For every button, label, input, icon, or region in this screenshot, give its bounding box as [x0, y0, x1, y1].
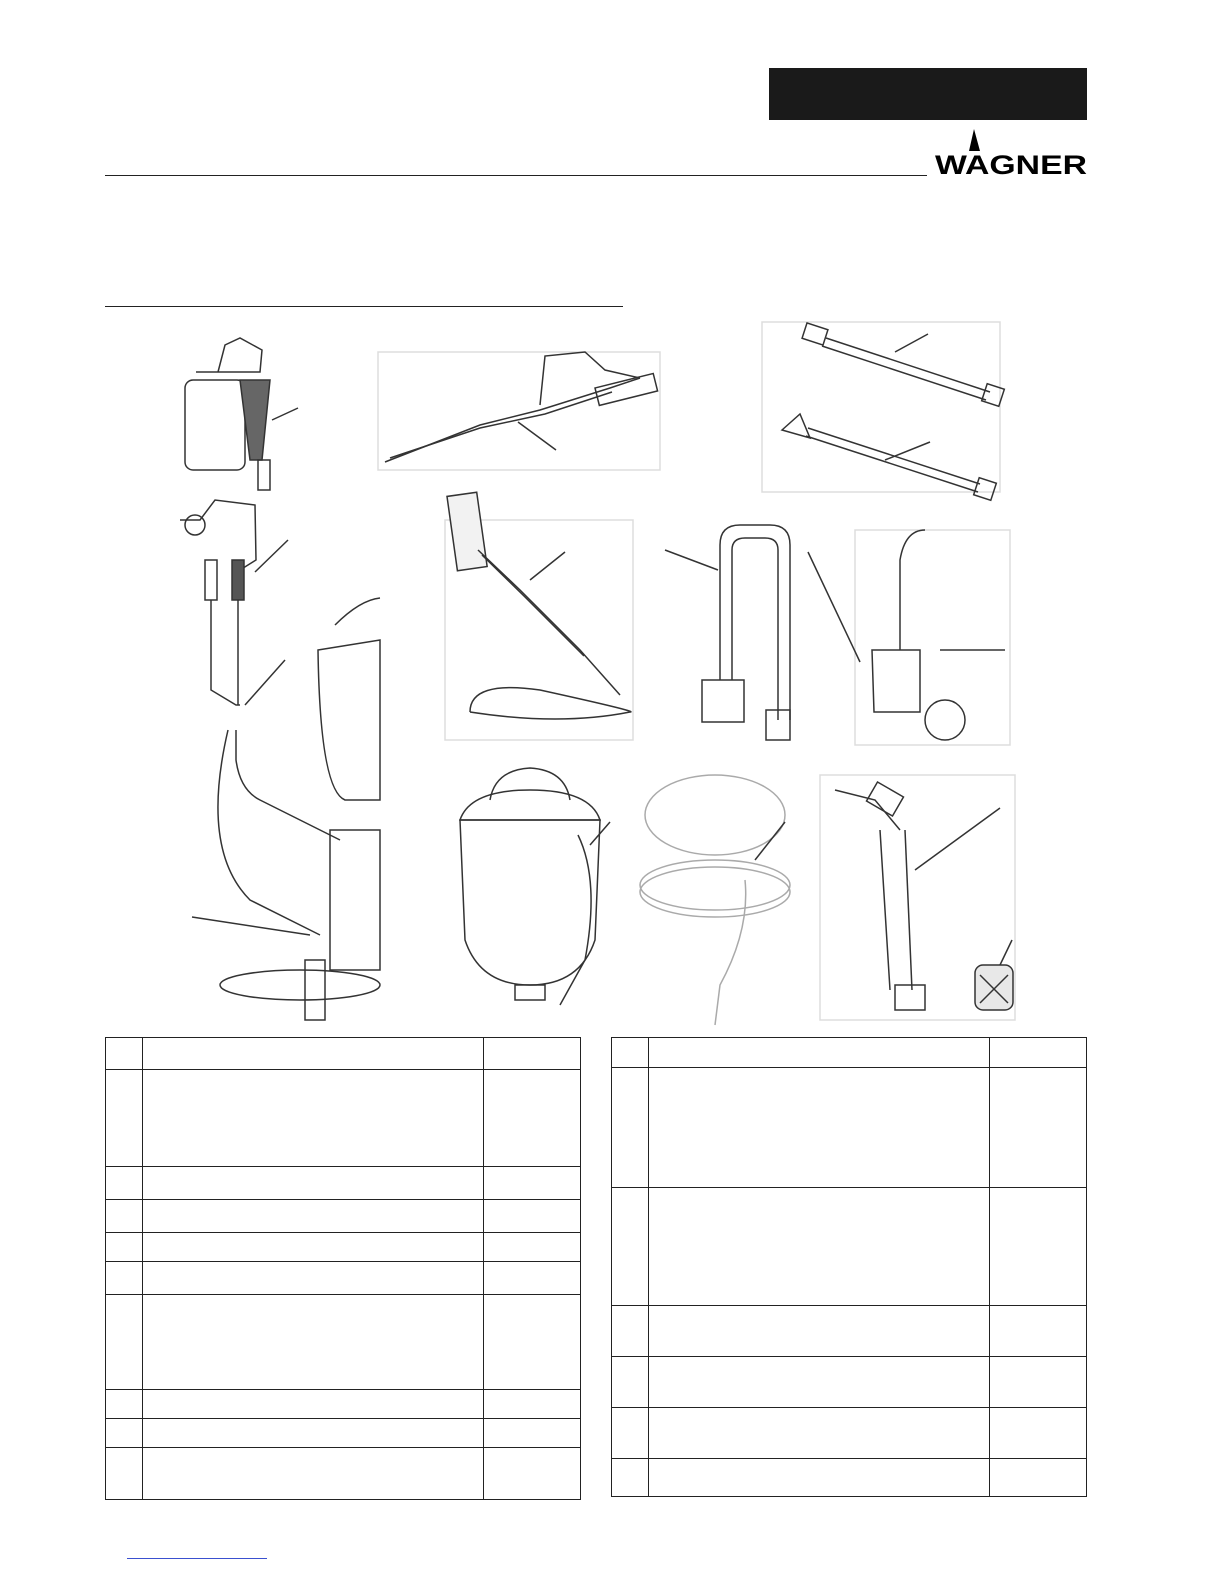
parts-table-left: [105, 1037, 581, 1500]
footer-link[interactable]: [127, 1558, 267, 1559]
table-header-row: [612, 1038, 1087, 1068]
extension-pole-illustration: [762, 322, 1004, 492]
hopper-cup-illustration: [460, 768, 610, 1005]
table-row: [106, 1233, 581, 1262]
table-row: [106, 1262, 581, 1295]
table-row: [106, 1167, 581, 1200]
table-row: [106, 1295, 581, 1390]
table-header-row: [106, 1038, 581, 1070]
spray-gun-illustration: [185, 338, 298, 490]
extension-pole-with-tip-guard-illustration: [782, 414, 996, 500]
svg-text:WAGNER: WAGNER: [935, 150, 1087, 178]
table-row: [612, 1306, 1087, 1357]
table-row: [106, 1419, 581, 1448]
sprayer-with-hopper-illustration: [192, 598, 380, 1020]
table-row: [612, 1357, 1087, 1408]
table-row: [612, 1068, 1087, 1188]
parts-table-right: [611, 1037, 1087, 1497]
hopper-lid-and-ring-illustration: [640, 775, 790, 1025]
pressure-roller-illustration: [445, 492, 633, 740]
table-row: [106, 1448, 581, 1500]
table-row: [106, 1070, 581, 1167]
inlet-filter-illustration: [975, 940, 1013, 1010]
table-row: [612, 1408, 1087, 1459]
table-row: [106, 1200, 581, 1233]
table-row: [106, 1390, 581, 1419]
spray-gun-with-hose-illustration: [180, 500, 288, 705]
extended-spray-gun-illustration: [378, 352, 660, 470]
suction-tube-illustration: [665, 525, 790, 740]
table-row: [612, 1459, 1087, 1497]
table-row: [612, 1188, 1087, 1306]
suction-tube-in-bucket-illustration: [808, 530, 1010, 745]
